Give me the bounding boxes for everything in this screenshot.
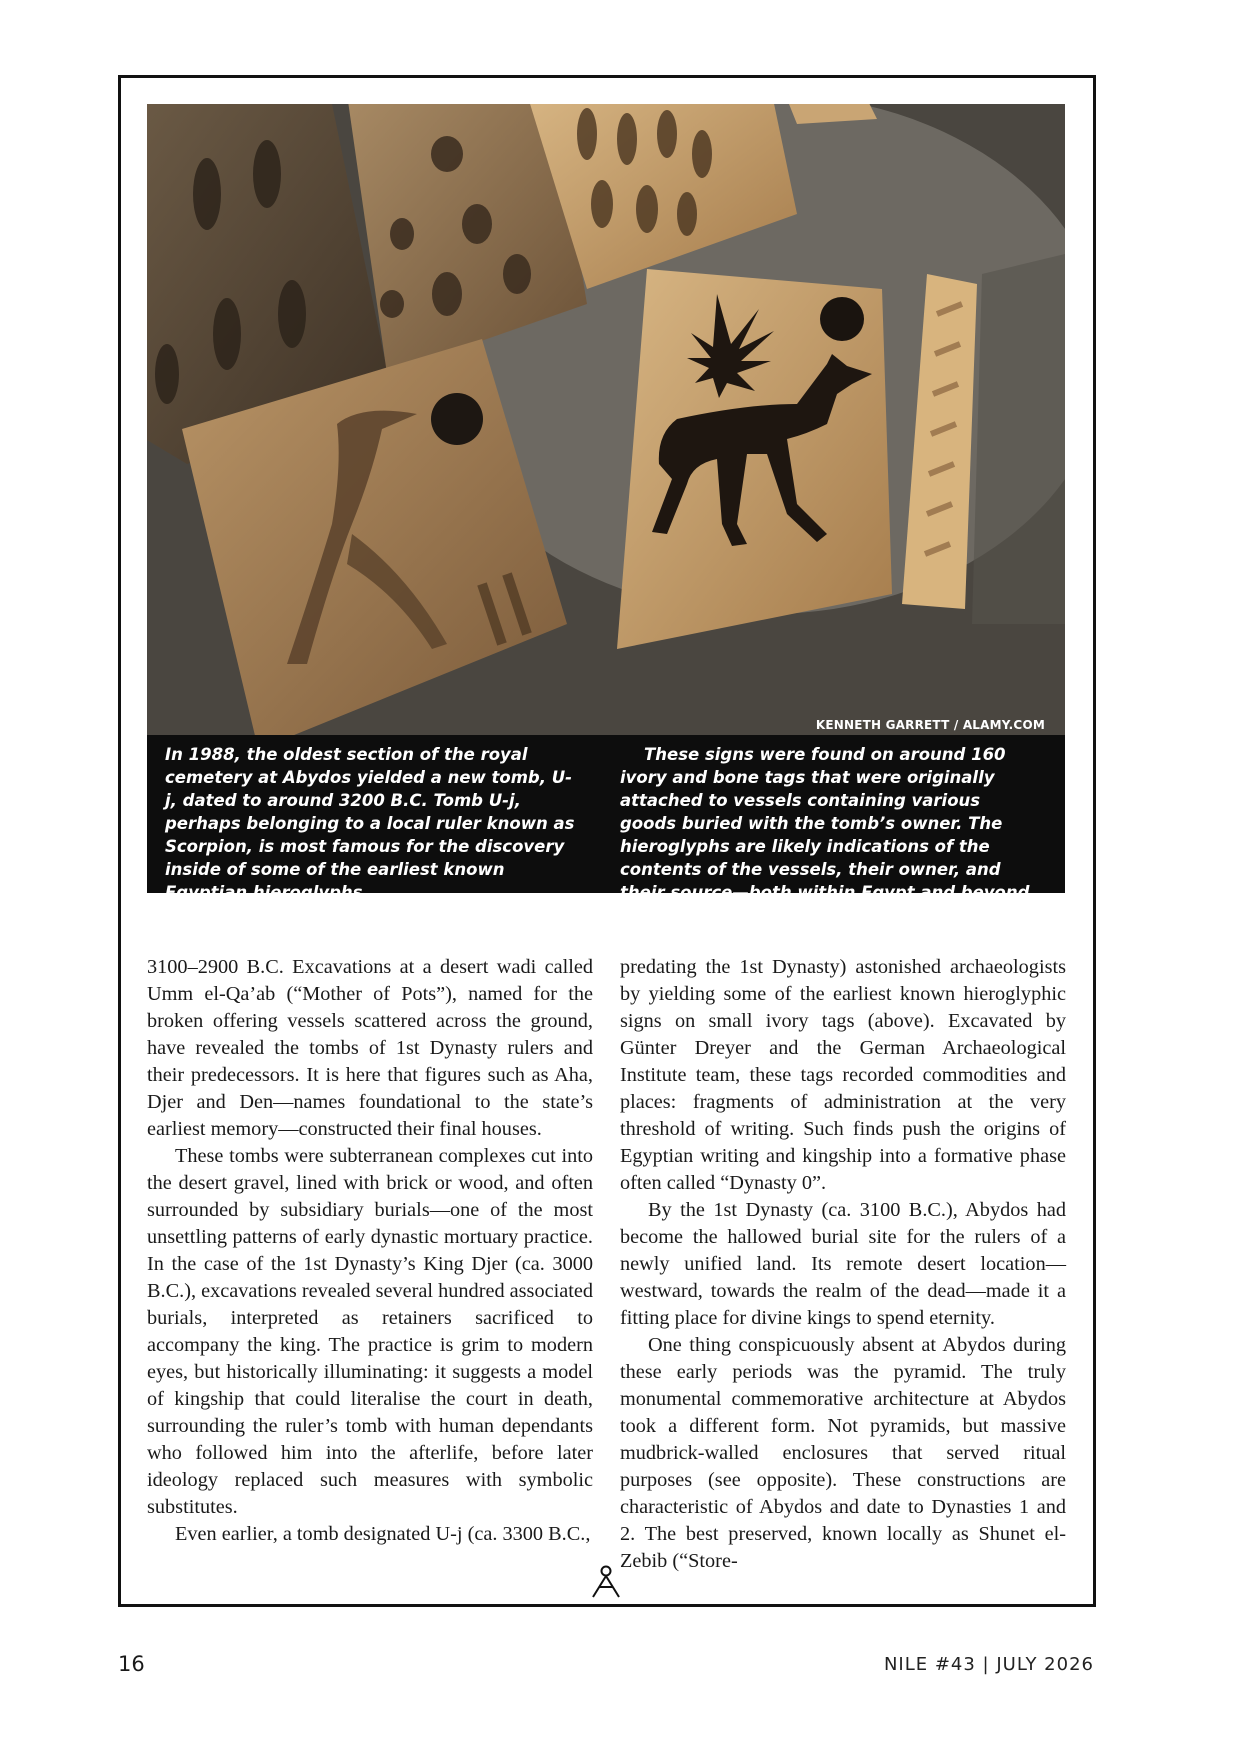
caption-left: In 1988, the oldest section of the royal cemetery at Abydos yielded a new tomb, U-j, dated to around 3200 B.C. Tomb U-j, perhaps belonging to a local ruler known as Scorpion, is most famous for the discovery inside of some of the earliest known Egyptian hieroglyphs. — [165, 745, 575, 902]
article-column-left — [147, 954, 593, 1548]
paragraph: predating the 1st Dynasty) astonished archaeologists by yielding some of the earliest known hieroglyphic signs on small ivory tags (above). Excavated by Günter Dreyer and the German Archaeological Institute team, these tags recorded commodities and places: fragments of administration at the very threshold of writing. Such finds push the origins of Egyptian writing and kingship into a formative phase often called “Dynasty 0”. — [620, 956, 1066, 1194]
carved-bone-tags-photo — [147, 104, 1065, 735]
paragraph: By the 1st Dynasty (ca. 3100 B.C.), Abydos had become the hallowed burial site for the rulers of a newly unified land. Its remote desert location—westward, towards the realm of the dead—made it a fitting place for divine kings to spend eternity. — [620, 1199, 1066, 1329]
caption-box — [147, 735, 1065, 902]
running-footer: NILE #43 | JULY 2026 — [883, 1654, 1094, 1675]
caption-right: These signs were found on around 160 ivory and bone tags that were originally attached to vessels containing various goods buried with the tomb’s owner. The hieroglyphs are likely indications of the contents of the vessels, their owner, and their source—both within Egypt and beyond. — [620, 745, 1036, 902]
page-number: 16 — [118, 1652, 145, 1676]
artifact-photo — [147, 104, 1065, 735]
paragraph: 3100–2900 B.C. Excavations at a desert wadi called Umm el-Qa’ab (“Mother of Pots”), named for the broken offering vessels scattered across the ground, have revealed the tombs of 1st Dynasty rulers and their predecessors. It is here that figures such as Aha, Djer and Den—names foundational to the state’s earliest memory—constructed their final houses. — [147, 956, 593, 1140]
end-mark-icon — [590, 1565, 622, 1599]
photo-credit: KENNETH GARRETT / ALAMY.COM — [815, 718, 1045, 732]
paragraph: These tombs were subterranean complexes cut into the desert gravel, lined with brick or wood, and often surrounded by subsidiary burials—one of the most unsettling patterns of early dynastic mortuary practice. In the case of the 1st Dynasty’s King Djer (ca. 3000 B.C.), excavations revealed several hundred associated burials, interpreted as retainers sacrificed to accompany the king. The practice is grim to modern eyes, but historically illuminating: it suggests a model of kingship that could literalise the court in death, surrounding the ruler’s tomb with human dependants who followed him into the afterlife, before later ideology replaced such measures with symbolic substitutes. — [147, 1145, 594, 1518]
paragraph: One thing conspicuously absent at Abydos during these early periods was the pyramid. The truly monumental commemorative architecture at Abydos took a different form. Not pyramids, but massive mudbrick-walled enclosures that served ritual purposes (see opposite). These constructions are characteristic of Abydos and date to Dynasties 1 and 2. The best preserved, known locally as Shunet el-Zebib (“Store- — [620, 1334, 1066, 1572]
article-column-right — [620, 954, 1066, 1575]
paragraph: Even earlier, a tomb designated U-j (ca. 3300 B.C., — [175, 1523, 591, 1545]
